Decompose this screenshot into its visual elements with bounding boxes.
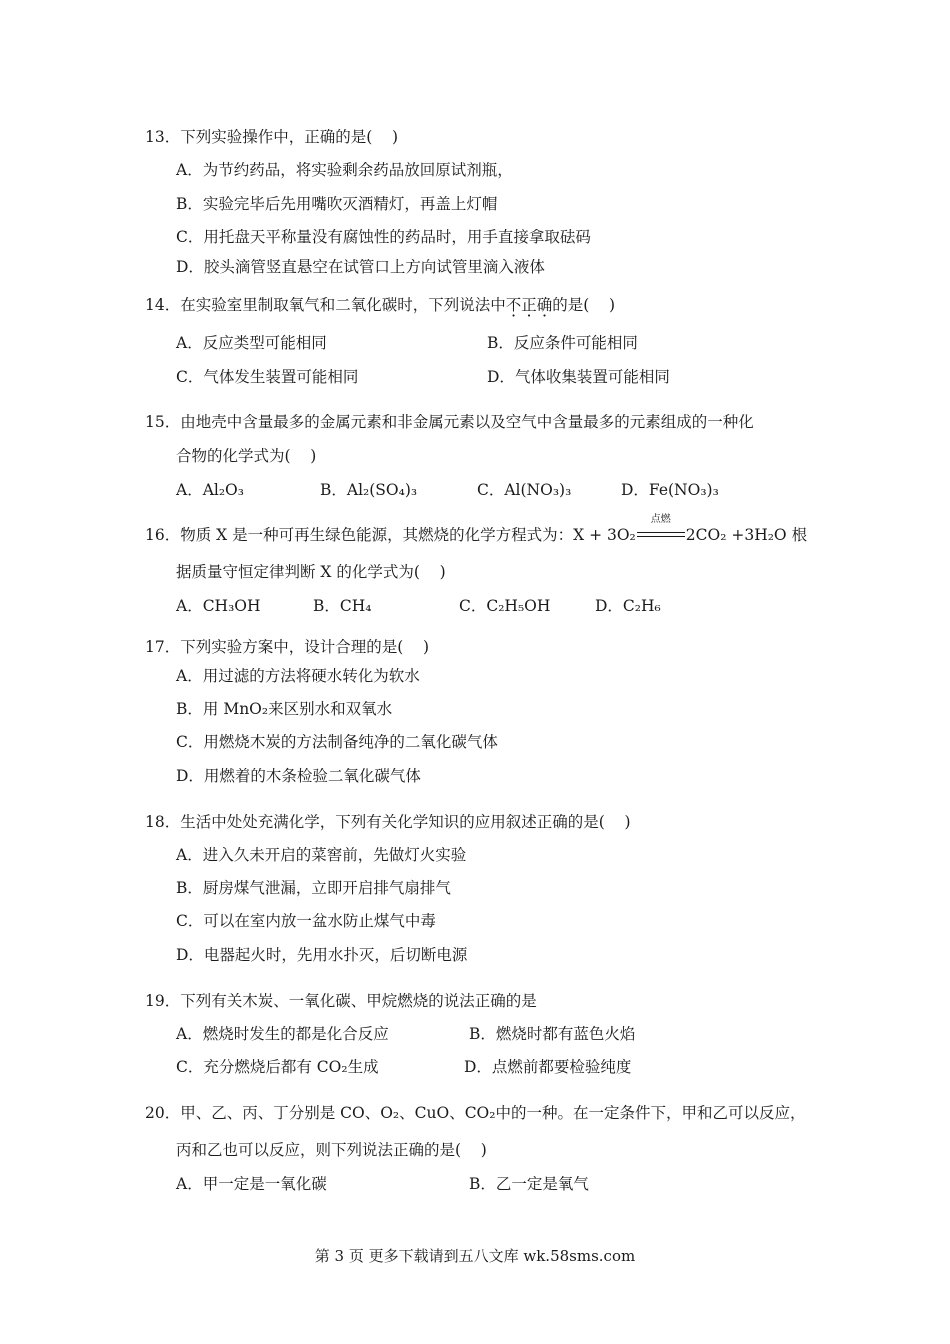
q15-option-d: D．Fe(NO₃)₃ xyxy=(621,481,719,499)
q18-option-b: B．厨房煤气泄漏，立即开启排气扇排气 xyxy=(176,879,451,897)
q16-option-c: C．C₂H₅OH xyxy=(459,597,551,615)
q20-stem-line1: 20．甲、乙、丙、丁分别是 CO、O₂、CuO、CO₂中的一种。在一定条件下，甲和乙可以反应， xyxy=(145,1104,806,1122)
q19-option-b: B．燃烧时都有蓝色火焰 xyxy=(469,1025,636,1043)
q15-stem-line2: 合物的化学式为( ) xyxy=(176,447,317,465)
q14-option-d: D．气体收集装置可能相同 xyxy=(487,368,670,386)
reaction-equals-sign xyxy=(637,514,685,546)
q16-stem-line1 xyxy=(145,514,808,546)
q17-option-d: D．用燃着的木条检验二氧化碳气体 xyxy=(176,767,421,785)
q13-stem: 13．下列实验操作中，正确的是( ) xyxy=(145,128,399,146)
q18-option-c: C．可以在室内放一盆水防止煤气中毒 xyxy=(176,912,436,930)
q13-option-c: C．用托盘天平称量没有腐蚀性的药品时，用手直接拿取砝码 xyxy=(176,228,591,246)
q18-option-a: A．进入久未开启的菜窖前，先做灯火实验 xyxy=(176,846,467,864)
q16-stem-line2: 据质量守恒定律判断 X 的化学式为( ) xyxy=(176,563,446,581)
q14-stem-pre: 14．在实验室里制取氧气和二氧化碳时，下列说法中 xyxy=(145,296,506,314)
q20-stem-line2: 丙和乙也可以反应，则下列说法正确的是( ) xyxy=(176,1141,487,1159)
q15-stem-line1: 15．由地壳中含量最多的金属元素和非金属元素以及空气中含量最多的元素组成的一种化 xyxy=(145,413,754,431)
q13-option-d: D．胶头滴管竖直悬空在试管口上方向试管里滴入液体 xyxy=(176,258,545,276)
q19-option-a: A．燃烧时发生的都是化合反应 xyxy=(176,1025,389,1043)
q16-option-b: B．CH₄ xyxy=(313,597,372,615)
q16-equation-right: 2CO₂ +3H₂O 根 xyxy=(685,526,808,544)
q18-option-d: D．电器起火时，先用水扑灭，后切断电源 xyxy=(176,946,468,964)
q19-option-c: C．充分燃烧后都有 CO₂生成 xyxy=(176,1058,379,1076)
q18-stem: 18．生活中处处充满化学，下列有关化学知识的应用叙述正确的是( ) xyxy=(145,813,631,831)
q17-option-a: A．用过滤的方法将硬水转化为软水 xyxy=(176,667,420,685)
q19-stem: 19．下列有关木炭、一氧化碳、甲烷燃烧的说法正确的是 xyxy=(145,992,537,1010)
q16-option-a: A．CH₃OH xyxy=(176,597,261,615)
q16-option-d: D．C₂H₆ xyxy=(595,597,661,615)
q14-emphasis-2: 正 xyxy=(521,296,537,314)
q15-option-b: B．Al₂(SO₄)₃ xyxy=(320,481,418,499)
q14-emphasis-3: 确 xyxy=(536,296,553,314)
q13-option-a: A．为节约药品，将实验剩余药品放回原试剂瓶， xyxy=(176,161,513,179)
q13-option-b: B．实验完毕后先用嘴吹灭酒精灯，再盖上灯帽 xyxy=(176,195,498,213)
q17-option-c: C．用燃烧木炭的方法制备纯净的二氧化碳气体 xyxy=(176,733,498,751)
q15-option-c: C．Al(NO₃)₃ xyxy=(477,481,572,499)
q14-stem xyxy=(145,295,615,315)
q17-stem: 17．下列实验方案中，设计合理的是( ) xyxy=(145,638,430,656)
q19-option-d: D．点燃前都要检验纯度 xyxy=(464,1058,632,1076)
q15-option-a: A．Al₂O₃ xyxy=(176,481,244,499)
q20-option-b: B．乙一定是氧气 xyxy=(469,1175,589,1193)
q14-stem-post: 的是( ) xyxy=(552,296,616,314)
reaction-condition: 点燃 xyxy=(650,514,671,525)
q14-option-c: C．气体发生装置可能相同 xyxy=(176,368,359,386)
q20-option-a: A．甲一定是一氧化碳 xyxy=(176,1175,327,1193)
q14-emphasis-1: 不 xyxy=(505,296,522,314)
page-footer: 第 3 页 更多下载请到五八文库 wk.58sms.com xyxy=(314,1247,636,1265)
q17-option-b: B．用 MnO₂来区别水和双氧水 xyxy=(176,700,393,718)
q14-option-b: B．反应条件可能相同 xyxy=(487,334,638,352)
q16-equation-left: 16．物质 X 是一种可再生绿色能源，其燃烧的化学方程式为：X + 3O₂ xyxy=(145,526,636,544)
q14-option-a: A．反应类型可能相同 xyxy=(176,334,327,352)
